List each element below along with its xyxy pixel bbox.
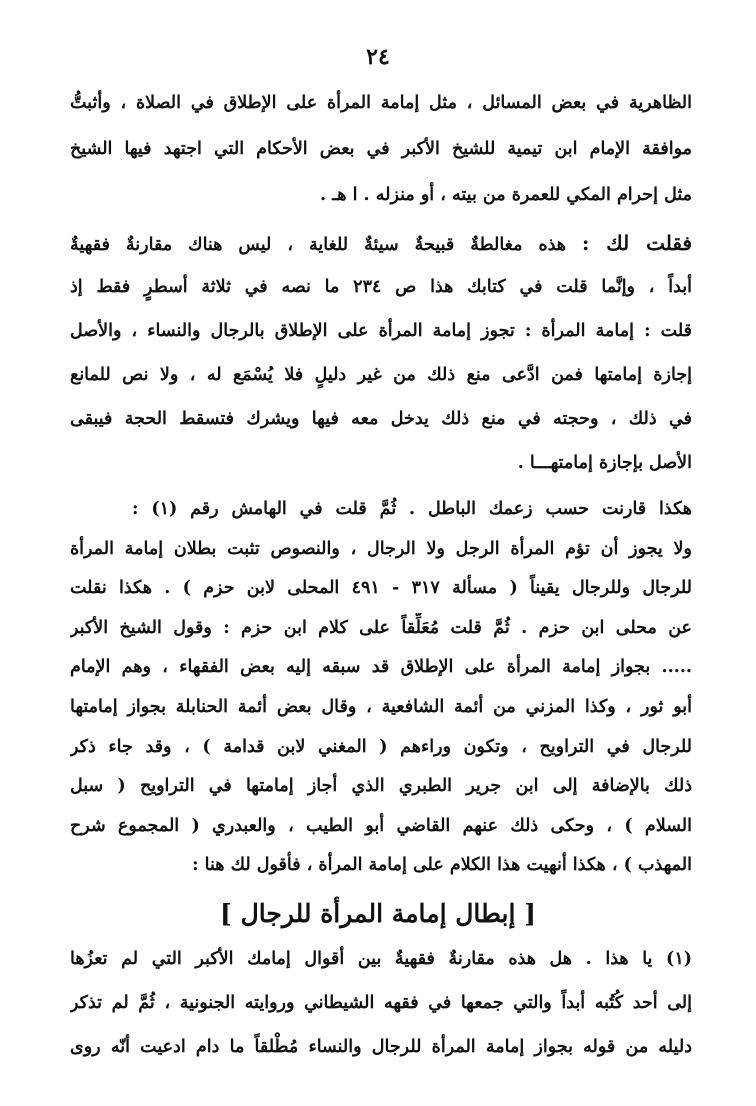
text-line: ..... بجواز إمامة المرأة على الإطلاق قد سبقه إليه بعض الفقهاء ، وهم الإمام xyxy=(70,657,692,677)
text-line: إجازة إمامتها فمن ادَّعى منع ذلك من غير دليلٍ فلا يُسْمَع له ، ولا نص للمانع xyxy=(70,365,692,385)
text-line: قلت : إمامة المرأة : تجوز إمامة المرأة على الإطلاق بالرجال والنساء ، والأصل xyxy=(70,321,692,341)
text-line: (١) يا هذا . هل هذه مقارنةٌ فقهيةٌ بين أقوال إمامك الأكبر التي لم تعزُها xyxy=(70,949,692,969)
text-line: السلام ) ، وحكى ذلك عنهم القاضي أبو الطيب ، والعبدري ( المجموع شرح xyxy=(70,816,692,836)
text-line: الظاهرية في بعض المسائل ، مثل إمامة المرأة على الإطلاق في الصلاة ، وأثبتُّ xyxy=(70,93,692,113)
text-line: دليله من قوله بجواز إمامة المرأة للرجال والنساء مُطْلقاً ما دام ادعيت أنّه روى xyxy=(70,1037,692,1057)
text-line: المهذب ) ، هكذا أنهيت هذا الكلام على إمامة المرأة ، فأقول لك هنا : xyxy=(192,855,692,875)
text-line: ذلك بالإضافة إلى ابن جرير الطبري الذي أجاز إمامتها في التراويح ( سبل xyxy=(70,776,692,796)
text-line: هكذا قارنت حسب زعمك الباطل . ثُمَّ قلت في الهامش رقم (١) : xyxy=(132,499,692,519)
text-line: للرجال في التراويح ، وتكون وراءهم ( المغني لابن قدامة ) ، وقد جاء ذكر xyxy=(70,737,692,757)
text-line: إلى أحد كُتُبه أبداً والتي جمعها في فقهه الشيطاني وروايته الجنونية ، ثُمَّ لم تذكر xyxy=(70,993,692,1013)
text-line: أبو ثور ، وكذا المزني من أئمة الشافعية ، وقال بعض أئمة الحنابلة بجواز إمامتها xyxy=(70,697,692,717)
section-heading: [ إبطال إمامة المرأة للرجال ] xyxy=(220,899,536,928)
text-line: مثل إحرام المكي للعمرة من بيته ، أو منزله . ا هـ . xyxy=(319,185,692,205)
text-line: موافقة الإمام ابن تيمية للشيخ الأكبر في بعض الأحكام التي اجتهد فيها الشيخ xyxy=(70,139,692,159)
text-line: أبداً ، وإنَّما قلت في كتابك هذا ص ٢٣٤ ما نصه في ثلاثة أسطرٍ فقط إذ xyxy=(70,277,692,297)
text-line: في ذلك ، وحجته في منع ذلك يدخل معه فيها ويشرك فتسقط الحجة فيبقى xyxy=(70,409,692,429)
text-line: ولا يجوز أن تؤم المرأة الرجل ولا الرجال ، والنصوص تثبت بطلان إمامة المرأة xyxy=(70,539,692,559)
text-span: هذه مغالطةٌ قبيحةٌ سيئةٌ للغاية ، ليس هناك مقارنةٌ فقهيةٌ xyxy=(70,235,567,255)
text-line xyxy=(70,228,692,258)
text-line: الأصل بإجازة إمامتهـــا . xyxy=(517,453,692,473)
page-number: ٢٤ xyxy=(366,44,390,70)
text-line: عن محلى ابن حزم . ثُمَّ قلت مُعَلِّقاً على كلام ابن حزم : وقول الشيخ الأكبر xyxy=(70,618,692,638)
text-line: للرجال وللرجال يقيناً ( مسألة ٣١٧ - ٤٩١ المحلى لابن حزم ) . هكذا نقلت xyxy=(70,578,692,598)
lead-phrase: فقلت لك : xyxy=(582,231,692,255)
